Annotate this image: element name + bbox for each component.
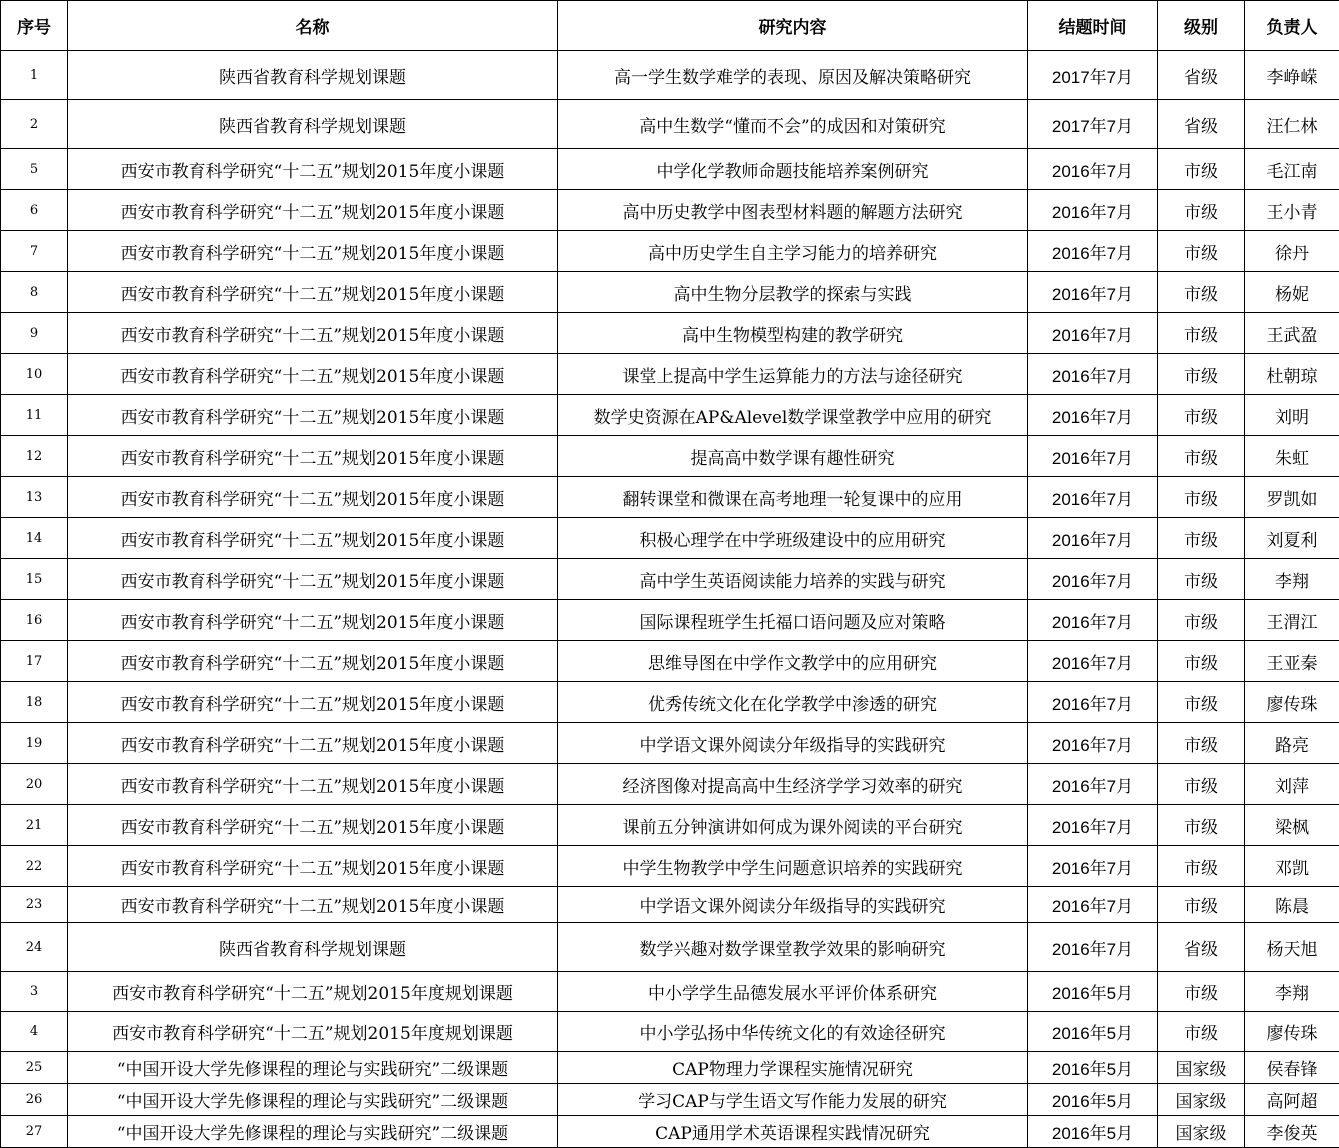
cell-project-name: 西安市教育科学研究“十二五”规划2015年度小课题 xyxy=(68,313,558,354)
cell-completion-date: 2016年7月 xyxy=(1028,682,1158,723)
cell-project-name: 西安市教育科学研究“十二五”规划2015年度小课题 xyxy=(68,723,558,764)
cell-owner: 侯春锋 xyxy=(1245,1052,1339,1084)
table-row xyxy=(1,805,1339,846)
table-row xyxy=(1,231,1339,272)
cell-level: 市级 xyxy=(1158,477,1245,518)
cell-research-content: 学习CAP与学生语文写作能力发展的研究 xyxy=(558,1084,1028,1116)
cell-owner: 汪仁林 xyxy=(1245,100,1339,149)
cell-owner: 王小青 xyxy=(1245,190,1339,231)
cell-seq: 2 xyxy=(1,100,68,149)
cell-project-name: “中国开设大学先修课程的理论与实践研究”二级课题 xyxy=(68,1052,558,1084)
cell-completion-date: 2016年7月 xyxy=(1028,477,1158,518)
table-row xyxy=(1,1052,1339,1084)
cell-level: 市级 xyxy=(1158,231,1245,272)
cell-completion-date: 2016年7月 xyxy=(1028,272,1158,313)
cell-seq: 26 xyxy=(1,1084,68,1116)
table-row xyxy=(1,1116,1339,1148)
cell-completion-date: 2016年7月 xyxy=(1028,354,1158,395)
cell-level: 市级 xyxy=(1158,600,1245,641)
cell-completion-date: 2016年7月 xyxy=(1028,149,1158,190)
table-row xyxy=(1,1084,1339,1116)
table-row xyxy=(1,972,1339,1012)
table-row xyxy=(1,682,1339,723)
cell-seq: 24 xyxy=(1,923,68,972)
cell-level: 市级 xyxy=(1158,641,1245,682)
cell-research-content: 经济图像对提高高中生经济学学习效率的研究 xyxy=(558,764,1028,805)
cell-level: 市级 xyxy=(1158,559,1245,600)
table-row xyxy=(1,723,1339,764)
cell-seq: 6 xyxy=(1,190,68,231)
table-row xyxy=(1,190,1339,231)
cell-research-content: 高中学生英语阅读能力培养的实践与研究 xyxy=(558,559,1028,600)
cell-seq: 10 xyxy=(1,354,68,395)
table-row xyxy=(1,395,1339,436)
cell-seq: 14 xyxy=(1,518,68,559)
cell-owner: 杨妮 xyxy=(1245,272,1339,313)
cell-research-content: 翻转课堂和微课在高考地理一轮复课中的应用 xyxy=(558,477,1028,518)
table-row xyxy=(1,272,1339,313)
cell-level: 省级 xyxy=(1158,51,1245,100)
cell-project-name: 西安市教育科学研究“十二五”规划2015年度小课题 xyxy=(68,846,558,887)
cell-seq: 25 xyxy=(1,1052,68,1084)
cell-research-content: 中学语文课外阅读分年级指导的实践研究 xyxy=(558,723,1028,764)
header-row xyxy=(1,1,1339,51)
cell-level: 市级 xyxy=(1158,436,1245,477)
cell-project-name: 陕西省教育科学规划课题 xyxy=(68,51,558,100)
cell-completion-date: 2016年5月 xyxy=(1028,1084,1158,1116)
cell-seq: 11 xyxy=(1,395,68,436)
cell-level: 市级 xyxy=(1158,682,1245,723)
cell-level: 市级 xyxy=(1158,518,1245,559)
cell-completion-date: 2016年7月 xyxy=(1028,600,1158,641)
cell-level: 省级 xyxy=(1158,923,1245,972)
cell-level: 市级 xyxy=(1158,1012,1245,1052)
table-row xyxy=(1,354,1339,395)
cell-seq: 19 xyxy=(1,723,68,764)
cell-completion-date: 2016年7月 xyxy=(1028,764,1158,805)
cell-level: 市级 xyxy=(1158,972,1245,1012)
header-owner: 负责人 xyxy=(1245,1,1339,51)
cell-owner: 罗凯如 xyxy=(1245,477,1339,518)
cell-owner: 朱虹 xyxy=(1245,436,1339,477)
cell-owner: 高阿超 xyxy=(1245,1084,1339,1116)
table-row xyxy=(1,923,1339,972)
cell-level: 市级 xyxy=(1158,887,1245,923)
cell-level: 市级 xyxy=(1158,354,1245,395)
table-row xyxy=(1,846,1339,887)
cell-seq: 18 xyxy=(1,682,68,723)
cell-seq: 16 xyxy=(1,600,68,641)
cell-level: 市级 xyxy=(1158,272,1245,313)
cell-level: 国家级 xyxy=(1158,1116,1245,1148)
cell-project-name: 西安市教育科学研究“十二五”规划2015年度小课题 xyxy=(68,354,558,395)
cell-completion-date: 2016年7月 xyxy=(1028,887,1158,923)
cell-seq: 23 xyxy=(1,887,68,923)
cell-level: 市级 xyxy=(1158,190,1245,231)
cell-level: 市级 xyxy=(1158,805,1245,846)
cell-owner: 刘萍 xyxy=(1245,764,1339,805)
table-row xyxy=(1,149,1339,190)
cell-project-name: 西安市教育科学研究“十二五”规划2015年度小课题 xyxy=(68,436,558,477)
cell-owner: 李翔 xyxy=(1245,559,1339,600)
cell-completion-date: 2016年7月 xyxy=(1028,190,1158,231)
cell-project-name: 西安市教育科学研究“十二五”规划2015年度小课题 xyxy=(68,641,558,682)
cell-project-name: 西安市教育科学研究“十二五”规划2015年度小课题 xyxy=(68,272,558,313)
header-content: 研究内容 xyxy=(558,1,1028,51)
header-seq: 序号 xyxy=(1,1,68,51)
cell-seq: 12 xyxy=(1,436,68,477)
cell-research-content: 数学兴趣对数学课堂教学效果的影响研究 xyxy=(558,923,1028,972)
cell-completion-date: 2016年7月 xyxy=(1028,518,1158,559)
cell-completion-date: 2016年7月 xyxy=(1028,723,1158,764)
cell-completion-date: 2016年7月 xyxy=(1028,846,1158,887)
table-row xyxy=(1,887,1339,923)
header-level: 级别 xyxy=(1158,1,1245,51)
cell-research-content: 高一学生数学难学的表现、原因及解决策略研究 xyxy=(558,51,1028,100)
cell-project-name: 西安市教育科学研究“十二五”规划2015年度小课题 xyxy=(68,518,558,559)
cell-seq: 5 xyxy=(1,149,68,190)
cell-completion-date: 2016年5月 xyxy=(1028,1052,1158,1084)
cell-owner: 杨天旭 xyxy=(1245,923,1339,972)
cell-seq: 17 xyxy=(1,641,68,682)
cell-project-name: “中国开设大学先修课程的理论与实践研究”二级课题 xyxy=(68,1084,558,1116)
cell-research-content: 数学史资源在AP&Alevel数学课堂教学中应用的研究 xyxy=(558,395,1028,436)
cell-level: 省级 xyxy=(1158,100,1245,149)
cell-completion-date: 2016年7月 xyxy=(1028,231,1158,272)
cell-owner: 王亚秦 xyxy=(1245,641,1339,682)
cell-research-content: 高中生数学“懂而不会”的成因和对策研究 xyxy=(558,100,1028,149)
cell-project-name: 西安市教育科学研究“十二五”规划2015年度小课题 xyxy=(68,231,558,272)
cell-completion-date: 2016年5月 xyxy=(1028,972,1158,1012)
cell-research-content: 提高高中数学课有趣性研究 xyxy=(558,436,1028,477)
cell-research-content: 中学语文课外阅读分年级指导的实践研究 xyxy=(558,887,1028,923)
cell-research-content: 优秀传统文化在化学教学中渗透的研究 xyxy=(558,682,1028,723)
cell-completion-date: 2017年7月 xyxy=(1028,51,1158,100)
cell-owner: 梁枫 xyxy=(1245,805,1339,846)
cell-project-name: 西安市教育科学研究“十二五”规划2015年度小课题 xyxy=(68,600,558,641)
cell-project-name: 西安市教育科学研究“十二五”规划2015年度小课题 xyxy=(68,395,558,436)
table-row xyxy=(1,518,1339,559)
cell-level: 国家级 xyxy=(1158,1052,1245,1084)
cell-project-name: 西安市教育科学研究“十二五”规划2015年度小课题 xyxy=(68,805,558,846)
cell-owner: 刘明 xyxy=(1245,395,1339,436)
cell-seq: 27 xyxy=(1,1116,68,1148)
cell-project-name: 西安市教育科学研究“十二五”规划2015年度小课题 xyxy=(68,682,558,723)
cell-level: 市级 xyxy=(1158,764,1245,805)
cell-owner: 毛江南 xyxy=(1245,149,1339,190)
cell-project-name: 西安市教育科学研究“十二五”规划2015年度小课题 xyxy=(68,477,558,518)
cell-completion-date: 2016年7月 xyxy=(1028,436,1158,477)
cell-owner: 李俊英 xyxy=(1245,1116,1339,1148)
cell-research-content: 中学生物教学中学生问题意识培养的实践研究 xyxy=(558,846,1028,887)
cell-level: 市级 xyxy=(1158,313,1245,354)
cell-project-name: 西安市教育科学研究“十二五”规划2015年度规划课题 xyxy=(68,972,558,1012)
cell-completion-date: 2017年7月 xyxy=(1028,100,1158,149)
table-row xyxy=(1,51,1339,100)
cell-level: 市级 xyxy=(1158,395,1245,436)
cell-level: 市级 xyxy=(1158,723,1245,764)
cell-research-content: CAP通用学术英语课程实践情况研究 xyxy=(558,1116,1028,1148)
table-row xyxy=(1,559,1339,600)
cell-seq: 8 xyxy=(1,272,68,313)
cell-owner: 徐丹 xyxy=(1245,231,1339,272)
cell-seq: 3 xyxy=(1,972,68,1012)
cell-research-content: 国际课程班学生托福口语问题及应对策略 xyxy=(558,600,1028,641)
cell-project-name: 西安市教育科学研究“十二五”规划2015年度规划课题 xyxy=(68,1012,558,1052)
cell-level: 市级 xyxy=(1158,846,1245,887)
cell-research-content: 高中生物分层教学的探索与实践 xyxy=(558,272,1028,313)
cell-project-name: 陕西省教育科学规划课题 xyxy=(68,923,558,972)
cell-owner: 李翔 xyxy=(1245,972,1339,1012)
cell-project-name: 西安市教育科学研究“十二五”规划2015年度小课题 xyxy=(68,149,558,190)
cell-completion-date: 2016年7月 xyxy=(1028,805,1158,846)
cell-research-content: 中小学弘扬中华传统文化的有效途径研究 xyxy=(558,1012,1028,1052)
cell-seq: 15 xyxy=(1,559,68,600)
table-row xyxy=(1,436,1339,477)
cell-completion-date: 2016年7月 xyxy=(1028,641,1158,682)
cell-research-content: 高中历史学生自主学习能力的培养研究 xyxy=(558,231,1028,272)
cell-seq: 7 xyxy=(1,231,68,272)
cell-completion-date: 2016年7月 xyxy=(1028,559,1158,600)
cell-research-content: 思维导图在中学作文教学中的应用研究 xyxy=(558,641,1028,682)
table-row xyxy=(1,600,1339,641)
cell-research-content: 中小学学生品德发展水平评价体系研究 xyxy=(558,972,1028,1012)
table-row xyxy=(1,641,1339,682)
cell-research-content: 积极心理学在中学班级建设中的应用研究 xyxy=(558,518,1028,559)
cell-project-name: 西安市教育科学研究“十二五”规划2015年度小课题 xyxy=(68,559,558,600)
cell-research-content: 中学化学教师命题技能培养案例研究 xyxy=(558,149,1028,190)
table-row xyxy=(1,100,1339,149)
cell-research-content: 高中历史教学中图表型材料题的解题方法研究 xyxy=(558,190,1028,231)
cell-owner: 陈晨 xyxy=(1245,887,1339,923)
cell-owner: 李峥嵘 xyxy=(1245,51,1339,100)
cell-owner: 廖传珠 xyxy=(1245,1012,1339,1052)
cell-completion-date: 2016年7月 xyxy=(1028,313,1158,354)
cell-project-name: 西安市教育科学研究“十二五”规划2015年度小课题 xyxy=(68,887,558,923)
cell-seq: 4 xyxy=(1,1012,68,1052)
cell-owner: 刘夏利 xyxy=(1245,518,1339,559)
cell-owner: 王渭江 xyxy=(1245,600,1339,641)
cell-completion-date: 2016年5月 xyxy=(1028,1012,1158,1052)
cell-owner: 王武盈 xyxy=(1245,313,1339,354)
cell-level: 市级 xyxy=(1158,149,1245,190)
cell-project-name: 西安市教育科学研究“十二五”规划2015年度小课题 xyxy=(68,764,558,805)
cell-project-name: 陕西省教育科学规划课题 xyxy=(68,100,558,149)
table-row xyxy=(1,477,1339,518)
cell-seq: 21 xyxy=(1,805,68,846)
header-name: 名称 xyxy=(68,1,558,51)
cell-project-name: 西安市教育科学研究“十二五”规划2015年度小课题 xyxy=(68,190,558,231)
cell-completion-date: 2016年7月 xyxy=(1028,923,1158,972)
cell-seq: 20 xyxy=(1,764,68,805)
cell-research-content: 高中生物模型构建的教学研究 xyxy=(558,313,1028,354)
cell-owner: 杜朝琼 xyxy=(1245,354,1339,395)
table-row xyxy=(1,1012,1339,1052)
cell-seq: 9 xyxy=(1,313,68,354)
cell-owner: 路亮 xyxy=(1245,723,1339,764)
cell-owner: 邓凯 xyxy=(1245,846,1339,887)
table-row xyxy=(1,764,1339,805)
cell-seq: 22 xyxy=(1,846,68,887)
cell-research-content: CAP物理力学课程实施情况研究 xyxy=(558,1052,1028,1084)
cell-completion-date: 2016年5月 xyxy=(1028,1116,1158,1148)
cell-owner: 廖传珠 xyxy=(1245,682,1339,723)
cell-project-name: “中国开设大学先修课程的理论与实践研究”二级课题 xyxy=(68,1116,558,1148)
cell-completion-date: 2016年7月 xyxy=(1028,395,1158,436)
cell-level: 国家级 xyxy=(1158,1084,1245,1116)
cell-research-content: 课前五分钟演讲如何成为课外阅读的平台研究 xyxy=(558,805,1028,846)
cell-research-content: 课堂上提高中学生运算能力的方法与途径研究 xyxy=(558,354,1028,395)
cell-seq: 1 xyxy=(1,51,68,100)
header-date: 结题时间 xyxy=(1028,1,1158,51)
table-row xyxy=(1,313,1339,354)
cell-seq: 13 xyxy=(1,477,68,518)
